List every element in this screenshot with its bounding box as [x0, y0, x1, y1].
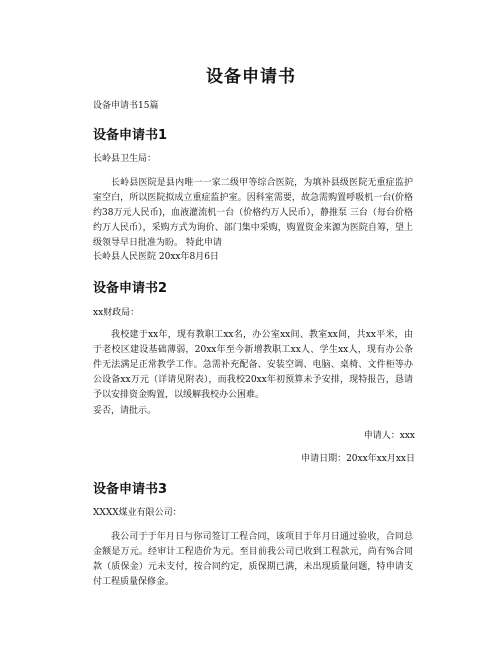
section-2-salutation: xx财政局：: [93, 308, 140, 318]
section-2-date: 申请日期：20xx年xx月xx日: [301, 454, 415, 464]
section-2-closing: 妥否，请批示。: [93, 406, 157, 416]
section-2-heading: 设备申请书2: [93, 281, 168, 296]
section-1-heading: 设备申请书1: [93, 128, 168, 143]
document-title: 设备申请书: [206, 67, 296, 87]
section-1-salutation: 长岭县卫生局：: [93, 154, 157, 164]
section-1-body: 长岭县医院是县内唯一一家二级甲等综合医院，为填补县级医院无重症监护室空白，所以医院拟成立重症监护室。因科室需要，故急需购置呼吸机一台(价格约38万元人民币)，血液灌流机一台（价格约万人民币），静推泵 三台（每台价格约万人民币），采购方式为询价、部门集中采购，购置资金来源为医院自筹，望上级领导早日批准为盼。 特此申请: [93, 178, 413, 248]
section-3-heading: 设备申请书3: [93, 482, 168, 497]
section-2-applicant: 申请人：xxx: [363, 431, 415, 441]
section-2-body: 我校建于xx年，现有教职工xx名，办公室xx间、教室xx间，共xx平米，由于老校区建设基础薄弱，20xx年至今新增教职工xx人、学生xx人，现有办公条件无法满足正常教学工作。急需补充配备、安装空调、电脑、桌椅、文件柜等办公设备xx万元（详请见附表），而我校20xx年初预算未予安排，现特报告，恳请予以安排资金购置，以缓解我校办公困难。: [93, 330, 413, 400]
section-1-signature: 长岭县人民医院 20xx年8月6日: [93, 252, 219, 262]
section-3-salutation: XXXX煤业有限公司：: [93, 508, 182, 518]
section-3-body: 我公司于于年月日与你司签订工程合同，该项目于年月日通过验收，合同总金额是万元。经审计工程造价为元。至目前我公司已收到工程款元，尚有%合同款（质保金）元未支付，按合同约定，质保期已满，未出现质量问题，特申请支付工程质量保修金。: [93, 532, 413, 587]
document-subtitle: 设备申请书15篇: [93, 101, 159, 111]
